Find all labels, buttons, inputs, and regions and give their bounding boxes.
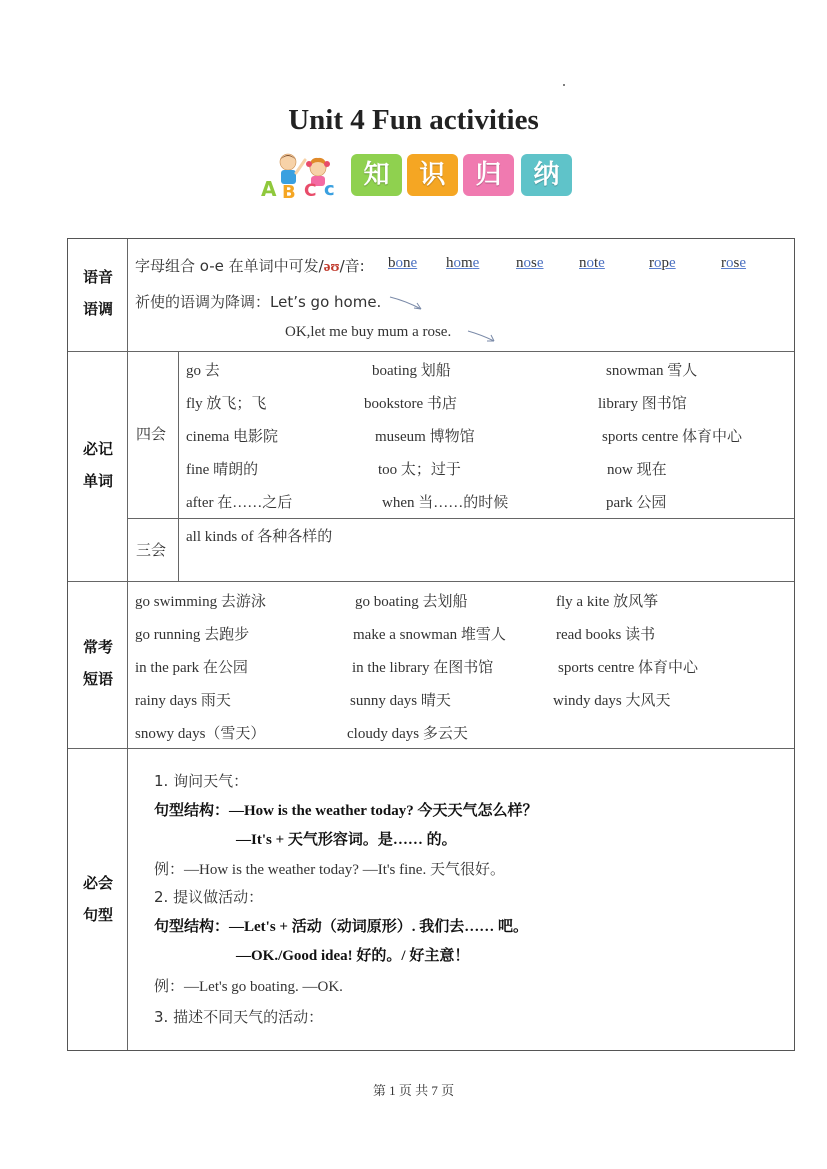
phrase-item: windy days 大风天: [553, 693, 671, 709]
falling-arrow-icon: [466, 327, 498, 345]
subrow-divider: [127, 518, 794, 519]
vocab-item: too 太；过于: [378, 462, 461, 478]
word-nose: nose: [516, 255, 544, 271]
section-label-vocab: 必记 单词: [82, 440, 113, 490]
vocab-item: go 去: [186, 363, 220, 379]
intonation-line-2: OK,let me buy mum a rose.: [285, 324, 452, 340]
vocab-item: museum 博物馆: [375, 429, 475, 445]
phrase-item: read books 读书: [556, 627, 656, 643]
subcol-divider: [178, 351, 179, 581]
phrase-item: rainy days 雨天: [135, 693, 231, 709]
section-label-pronunciation: 语音 语调: [82, 268, 113, 318]
vocab-item: sports centre 体育中心: [602, 429, 742, 445]
sentence-2-structure: 句型结构：—Let's + 活动（动词原形）. 我们去…… 吧。: [154, 917, 528, 935]
page-footer: 第 1 页 共 7 页: [372, 1083, 455, 1098]
banner-tile-na: 纳: [521, 154, 572, 196]
vocab-item: now 现在: [607, 462, 667, 478]
section-label-sentences: 必会 句型: [82, 874, 113, 924]
word-rope: rope: [649, 255, 676, 271]
sentence-1-example: 例：—How is the weather today? —It's fine. 天气很好。: [154, 862, 505, 878]
banner-tile-zhi: 知: [351, 154, 402, 196]
knowledge-table: [67, 238, 795, 1051]
svg-text:c: c: [324, 179, 335, 200]
vocab-item: boating 划船: [372, 363, 451, 379]
row-divider: [68, 351, 794, 352]
sentence-2-answer: —OK./Good idea! 好的。/ 好主意！: [236, 948, 470, 964]
sentence-2-example: 例：—Let's go boating. —OK.: [154, 979, 343, 995]
row-divider: [68, 748, 794, 749]
vocab-item: snowman 雪人: [606, 363, 698, 379]
word-bone: bone: [388, 255, 418, 271]
vocab-item: after 在……之后: [186, 495, 293, 511]
word-rose: rose: [721, 255, 747, 271]
vocab-item: cinema 电影院: [186, 429, 279, 445]
vocab-item: when 当……的时候: [382, 495, 509, 511]
phrase-item: snowy days（雪天）: [135, 726, 266, 742]
phrase-item: make a snowman 堆雪人: [353, 627, 506, 643]
four-skill-label: 四会: [136, 425, 167, 443]
svg-text:B: B: [282, 182, 296, 200]
word-home: home: [446, 255, 480, 271]
kids-illustration-icon: [258, 148, 350, 200]
sentence-1-structure: 句型结构：—How is the weather today? 今天天气怎么样？: [154, 801, 538, 819]
svg-text:C: C: [304, 181, 317, 200]
sentence-3-title: 3. 描述不同天气的活动：: [154, 1008, 324, 1026]
phrase-item: in the park 在公园: [135, 660, 248, 676]
intonation-line-1: 祈使的语调为降调：Let’s go home.: [135, 293, 382, 311]
knowledge-banner: [258, 148, 578, 200]
stray-dot: [563, 84, 565, 86]
banner-tile-gui: 归: [463, 154, 514, 196]
word-note: note: [579, 255, 605, 271]
banner-tile-shi: 识: [407, 154, 458, 196]
sentence-1-title: 1. 询问天气：: [154, 772, 249, 790]
phrase-item: fly a kite 放风筝: [556, 594, 659, 610]
falling-arrow-icon: [388, 295, 424, 313]
phrase-item: cloudy days 多云天: [347, 726, 468, 742]
sentence-1-answer: —It's + 天气形容词。是…… 的。: [236, 832, 457, 848]
svg-text:A: A: [261, 177, 277, 200]
phrase-item: sports centre 体育中心: [558, 660, 698, 676]
phrase-item: in the library 在图书馆: [352, 660, 494, 676]
vocab-item: park 公园: [606, 495, 667, 511]
section-label-phrases: 常考 短语: [82, 638, 113, 688]
vocab-item: library 图书馆: [598, 396, 687, 412]
phrase-item: sunny days 晴天: [350, 693, 451, 709]
vocab-item: bookstore 书店: [364, 396, 457, 412]
vocab-item: all kinds of 各种各样的: [186, 529, 333, 545]
vocab-item: fine 晴朗的: [186, 462, 259, 478]
vocab-item: fly 放飞；飞: [186, 396, 267, 412]
pronunciation-rule: 字母组合 o-e 在单词中可发/əʊ/音:: [135, 257, 365, 275]
row-divider: [68, 581, 794, 582]
phrase-item: go running 去跑步: [135, 627, 250, 643]
sentence-2-title: 2. 提议做活动：: [154, 888, 264, 906]
page-title: Unit 4 Fun activities: [288, 104, 539, 136]
three-skill-label: 三会: [136, 541, 167, 559]
phrase-item: go boating 去划船: [355, 594, 468, 610]
phrase-item: go swimming 去游泳: [135, 594, 266, 610]
